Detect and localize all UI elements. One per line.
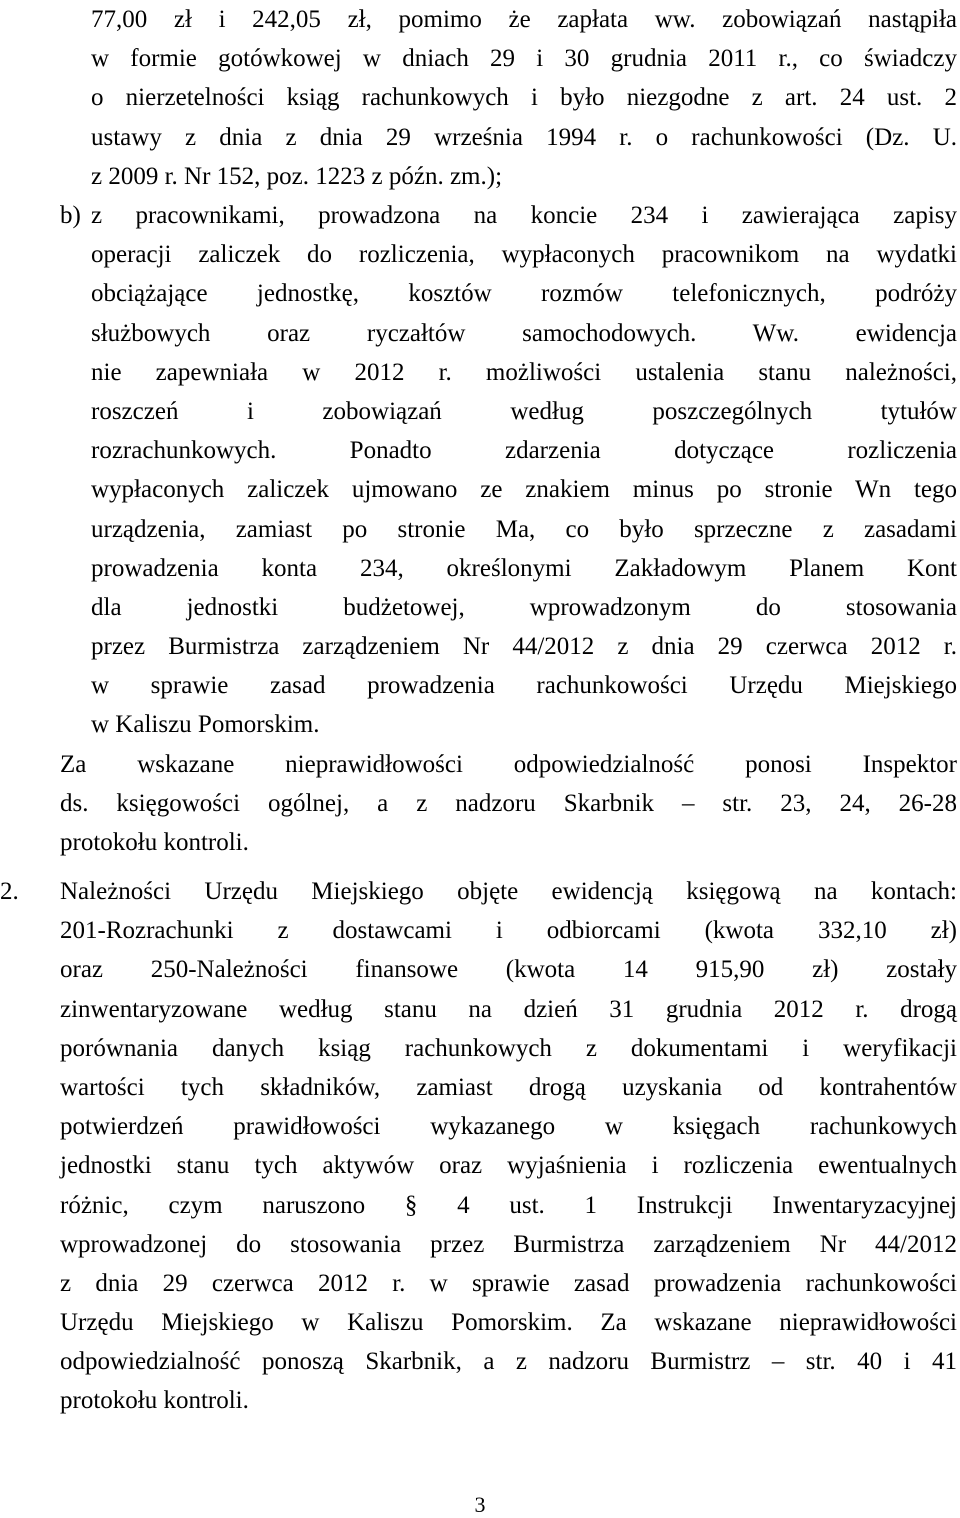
continuation-paragraph — [91, 0, 957, 196]
text-line: protokołu kontroli. — [60, 829, 249, 857]
text-line: z dnia 29 czerwca 2012 r. w sprawie zasad prowadzenia rachunkowości — [60, 1269, 957, 1297]
list-marker-b: b) — [60, 202, 81, 229]
text-line: przez Burmistrza zarządzeniem Nr 44/2012 z dnia 29 czerwca 2012 r. — [91, 633, 957, 661]
text-line: rozrachunkowych. Ponadto zdarzenia dotyczące rozliczenia — [91, 437, 957, 465]
text-line: w formie gotówkowej w dniach 29 i 30 grudnia 2011 r., co świadczy — [91, 45, 957, 73]
text-line: wartości tych składników, zamiast drogą uzyskania od kontrahentów — [60, 1073, 957, 1101]
text-line: jednostki stanu tych aktywów oraz wyjaśnienia i rozliczenia ewentualnych — [60, 1152, 957, 1180]
text-line: oraz 250-Należności finansowe (kwota 14 915,90 zł) zostały — [60, 956, 957, 984]
text-line: ustawy z dnia z dnia 29 września 1994 r. o rachunkowości (Dz. U. — [91, 123, 957, 151]
text-line: wprowadzonej do stosowania przez Burmistrza zarządzeniem Nr 44/2012 — [60, 1230, 957, 1258]
text-line: zinwentaryzowane według stanu na dzień 31 grudnia 2012 r. drogą — [60, 995, 957, 1023]
text-line: 77,00 zł i 242,05 zł, pomimo że zapłata ww. zobowiązań nastąpiła — [91, 6, 957, 33]
text-line: porównania danych ksiąg rachunkowych z dokumentami i weryfikacji — [60, 1034, 957, 1062]
text-line: 201-Rozrachunki z dostawcami i odbiorcami (kwota 332,10 zł) — [60, 917, 957, 945]
text-line: roszczeń i zobowiązań według poszczególnych tytułów — [91, 397, 957, 425]
text-line: urządzenia, zamiast po stronie Ma, co było sprzeczne z zasadami — [91, 515, 957, 543]
text-line: obciążające jednostkę, kosztów rozmów telefonicznych, podróży — [91, 280, 957, 308]
text-line: odpowiedzialność ponoszą Skarbnik, a z nadzoru Burmistrz – str. 40 i 41 — [60, 1348, 957, 1376]
text-line: z 2009 r. Nr 152, poz. 1223 z późn. zm.); — [91, 162, 503, 190]
text-line: protokołu kontroli. — [60, 1387, 249, 1415]
text-line: wypłaconych zaliczek ujmowano ze znakiem minus po stronie Wn tego — [91, 476, 957, 504]
text-line: nie zapewniała w 2012 r. możliwości ustalenia stanu należności, — [91, 358, 957, 386]
text-line: z pracownikami, prowadzona na koncie 234 i zawierająca zapisy — [91, 202, 957, 229]
text-line: w Kaliszu Pomorskim. — [91, 711, 320, 739]
list-marker-2: 2. — [0, 878, 19, 905]
text-line: operacji zaliczek do rozliczenia, wypłaconych pracownikom na wydatki — [91, 241, 957, 269]
text-line: Urzędu Miejskiego w Kaliszu Pomorskim. Za wskazane nieprawidłowości — [60, 1309, 957, 1337]
text-line: różnic, czym naruszono § 4 ust. 1 Instrukcji Inwentaryzacyjnej — [60, 1191, 957, 1219]
text-line: służbowych oraz ryczałtów samochodowych. Ww. ewidencja — [91, 319, 957, 347]
text-line: ds. księgowości ogólnej, a z nadzoru Skarbnik – str. 23, 24, 26-28 — [60, 790, 957, 818]
text-line: Należności Urzędu Miejskiego objęte ewidencją księgową na kontach: — [60, 878, 957, 905]
text-line: o nierzetelności ksiąg rachunkowych i było niezgodne z art. 24 ust. 2 — [91, 84, 957, 112]
text-line: Za wskazane nieprawidłowości odpowiedzialność ponosi Inspektor — [60, 751, 957, 778]
responsibility-paragraph — [60, 745, 957, 863]
text-line: w sprawie zasad prowadzenia rachunkowości Urzędu Miejskiego — [91, 672, 957, 700]
page-number: 3 — [474, 1492, 486, 1517]
item-2-paragraph — [60, 872, 957, 1421]
text-line: potwierdzeń prawidłowości wykazanego w księgach rachunkowych — [60, 1113, 957, 1141]
text-line: dla jednostki budżetowej, wprowadzonym do stosowania — [91, 593, 957, 621]
text-line: prowadzenia konta 234, określonymi Zakładowym Planem Kont — [91, 554, 957, 582]
item-b-paragraph — [91, 196, 957, 745]
